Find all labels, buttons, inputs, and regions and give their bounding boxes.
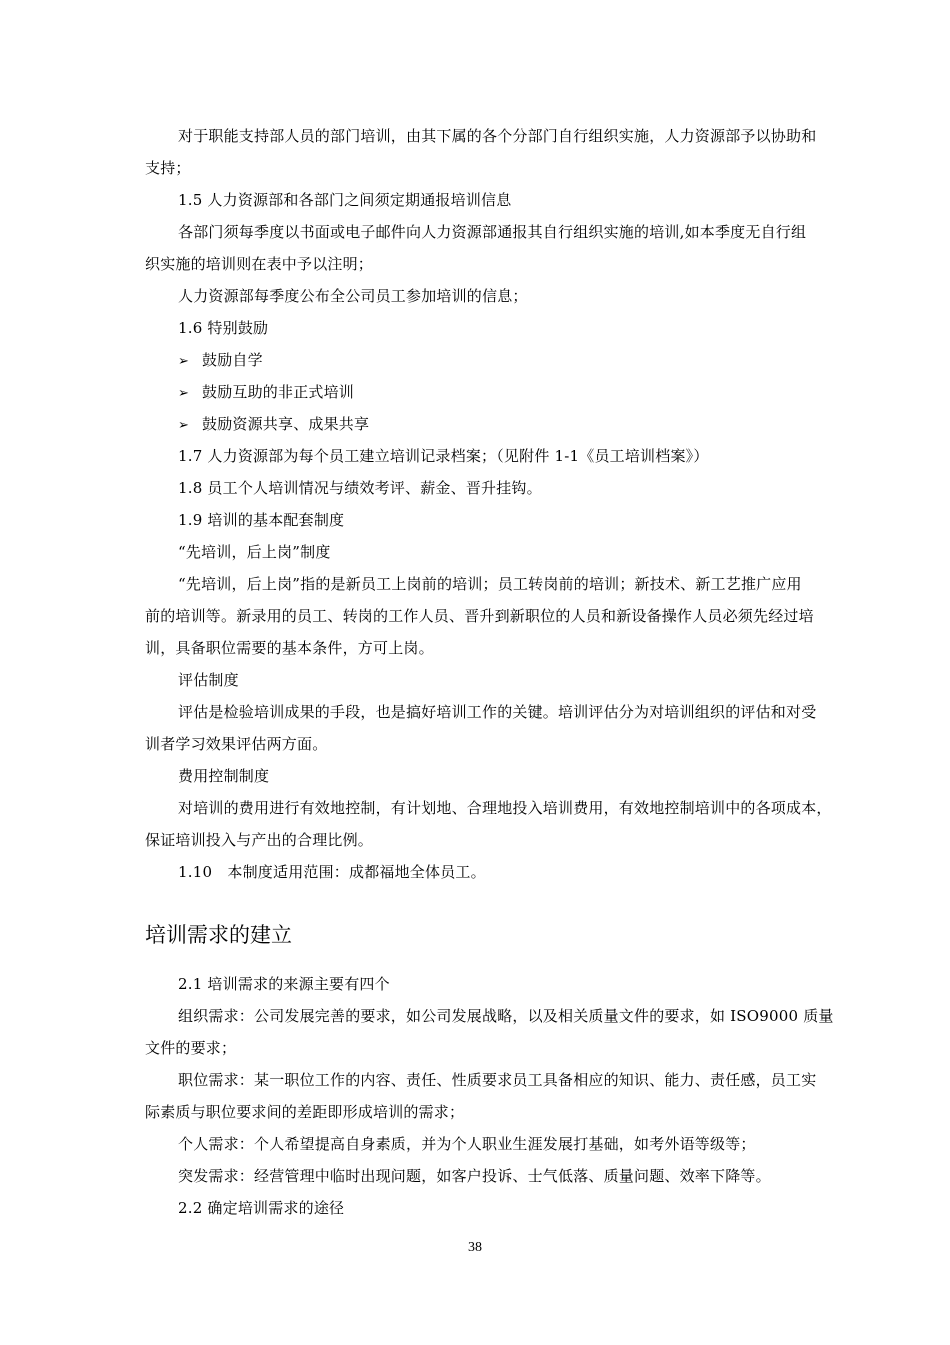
paragraph-line: 对于职能支持部人员的部门培训，由其下属的各个分部门自行组织实施，人力资源部予以协助和 — [178, 127, 817, 145]
bullet-text: 鼓励互助的非正式培训 — [202, 383, 355, 401]
bullet-item — [178, 382, 913, 404]
bullet-item — [178, 414, 913, 436]
paragraph-line: 评估是检验培训成果的手段，也是搞好培训工作的关键。培训评估分为对培训组织的评估和对受 — [178, 703, 817, 721]
section-item: 2.1 培训需求的来源主要有四个 — [178, 975, 390, 993]
paragraph-line: 支持； — [145, 159, 191, 177]
paragraph-line: 突发需求：经营管理中临时出现问题，如客户投诉、士气低落、质量问题、效率下降等。 — [178, 1167, 771, 1185]
paragraph-line: 织实施的培训则在表中予以注明； — [145, 255, 374, 273]
paragraph-line: 人力资源部每季度公布全公司员工参加培训的信息； — [178, 287, 528, 305]
paragraph-line: “先培训，后上岗”指的是新员工上岗前的培训；员工转岗前的培训；新技术、新工艺推广应用 — [178, 575, 802, 593]
bullet-text: 鼓励资源共享、成果共享 — [202, 415, 370, 433]
paragraph-line: 职位需求：某一职位工作的内容、责任、性质要求员工具备相应的知识、能力、责任感，员工实 — [178, 1071, 817, 1089]
paragraph-line: 个人需求：个人希望提高自身素质，并为个人职业生涯发展打基础，如考外语等级等； — [178, 1135, 756, 1153]
paragraph-line: 训者学习效果评估两方面。 — [145, 735, 328, 753]
section-item: 1.9 培训的基本配套制度 — [178, 511, 345, 529]
page-number: 38 — [468, 1240, 482, 1255]
paragraph-line: 文件的要求； — [145, 1039, 237, 1057]
subheading: 费用控制制度 — [178, 767, 270, 785]
arrow-bullet-icon: ➢ — [178, 418, 190, 433]
subheading: “先培训，后上岗”制度 — [178, 543, 331, 561]
subheading: 评估制度 — [178, 671, 239, 689]
section-item: 1.5 人力资源部和各部门之间须定期通报培训信息 — [178, 191, 512, 209]
bullet-item — [178, 350, 913, 372]
section-item: 1.10 本制度适用范围：成都福地全体员工。 — [178, 863, 486, 881]
paragraph-line: 对培训的费用进行有效地控制，有计划地、合理地投入培训费用，有效地控制培训中的各项成本， — [178, 799, 832, 817]
section-item: 1.8 员工个人培训情况与绩效考评、薪金、晋升挂钩。 — [178, 479, 542, 497]
section-item: 1.7 人力资源部为每个员工建立培训记录档案；（见附件 1-1《员工培训档案》） — [178, 447, 709, 465]
section-heading: 培训需求的建立 — [145, 923, 292, 947]
bullet-text: 鼓励自学 — [202, 351, 263, 369]
paragraph-line: 训，具备职位需要的基本条件，方可上岗。 — [145, 639, 434, 657]
paragraph-line: 各部门须每季度以书面或电子邮件向人力资源部通报其自行组织实施的培训,如本季度无自行组 — [178, 223, 807, 241]
paragraph-line: 保证培训投入与产出的合理比例。 — [145, 831, 374, 849]
section-item: 2.2 确定培训需求的途径 — [178, 1199, 345, 1217]
paragraph-line: 际素质与职位要求间的差距即形成培训的需求； — [145, 1103, 465, 1121]
section-item: 1.6 特别鼓励 — [178, 319, 269, 337]
arrow-bullet-icon: ➢ — [178, 386, 190, 401]
arrow-bullet-icon: ➢ — [178, 354, 190, 369]
paragraph-line: 组织需求：公司发展完善的要求，如公司发展战略，以及相关质量文件的要求，如 ISO9000 质量 — [178, 1007, 834, 1025]
paragraph-line: 前的培训等。新录用的员工、转岗的工作人员、晋升到新职位的人员和新设备操作人员必须先经过培 — [145, 607, 814, 625]
